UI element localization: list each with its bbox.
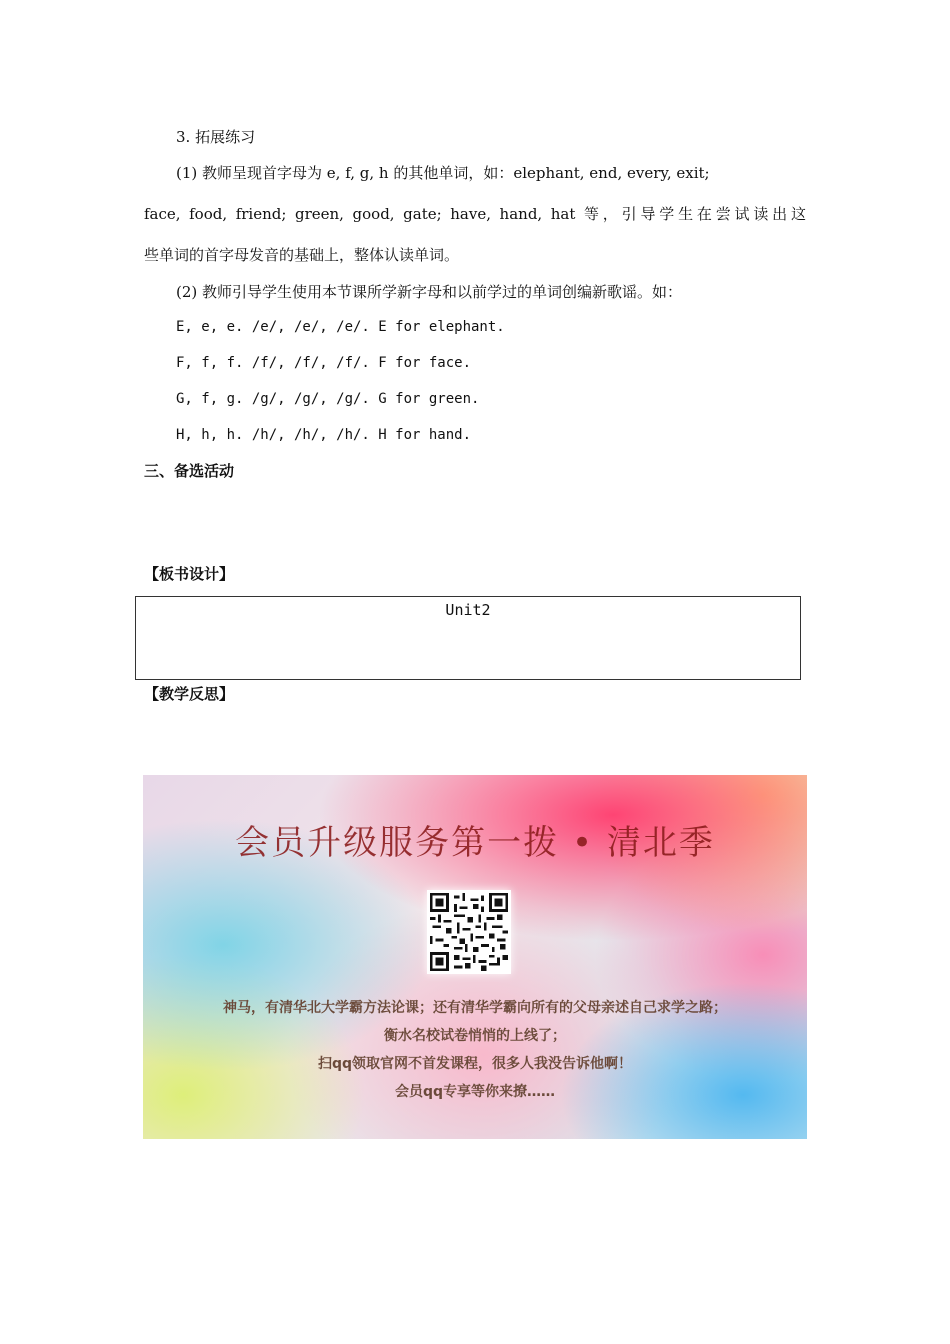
board-title: Unit2: [445, 601, 491, 619]
banner-line: 会员qq专享等你来撩……: [394, 1084, 556, 1100]
banner-line: 扫qq领取官网不首发课程，很多人我没告诉他啊！: [317, 1056, 633, 1072]
item1-line3: 些单词的首字母发音的基础上，整体认读单词。: [144, 246, 460, 264]
qr-code-icon: [427, 890, 511, 974]
optional-activity-heading: 三、备选活动: [144, 462, 235, 480]
section3-heading: 3. 拓展练习: [176, 128, 256, 146]
item2-text: (2) 教师引导学生使用本节课所学新字母和以前学过的单词创编新歌谣。如：: [176, 283, 683, 301]
promo-banner: [143, 775, 807, 1139]
banner-line: 衡水名校试卷悄悄的上线了；: [384, 1028, 566, 1044]
item1-line2: face, food, friend; green, good, gate; have, hand, hat 等，引导学生在尝试读出这: [144, 205, 806, 223]
chant-line: G, f, g. /g/, /g/, /g/. G for green.: [176, 391, 480, 407]
chant-line: H, h, h. /h/, /h/, /h/. H for hand.: [176, 427, 472, 443]
banner-line: 神马，有清华北大学霸方法论课；还有清华学霸向所有的父母亲述自己求学之路；: [223, 1000, 727, 1016]
reflection-heading: 【教学反思】: [144, 685, 235, 703]
item1-line1: (1) 教师呈现首字母为 e, f, g, h 的其他单词，如：elephant, end, every, exit;: [176, 164, 710, 182]
chant-line: E, e, e. /e/, /e/, /e/. E for elephant.: [176, 319, 505, 335]
banner-title: 会员升级服务第一拨 • 清北季: [235, 823, 715, 863]
chant-line: F, f, f. /f/, /f/, /f/. F for face.: [176, 355, 472, 371]
board-design-box: [135, 596, 801, 680]
board-design-heading: 【板书设计】: [144, 565, 235, 583]
